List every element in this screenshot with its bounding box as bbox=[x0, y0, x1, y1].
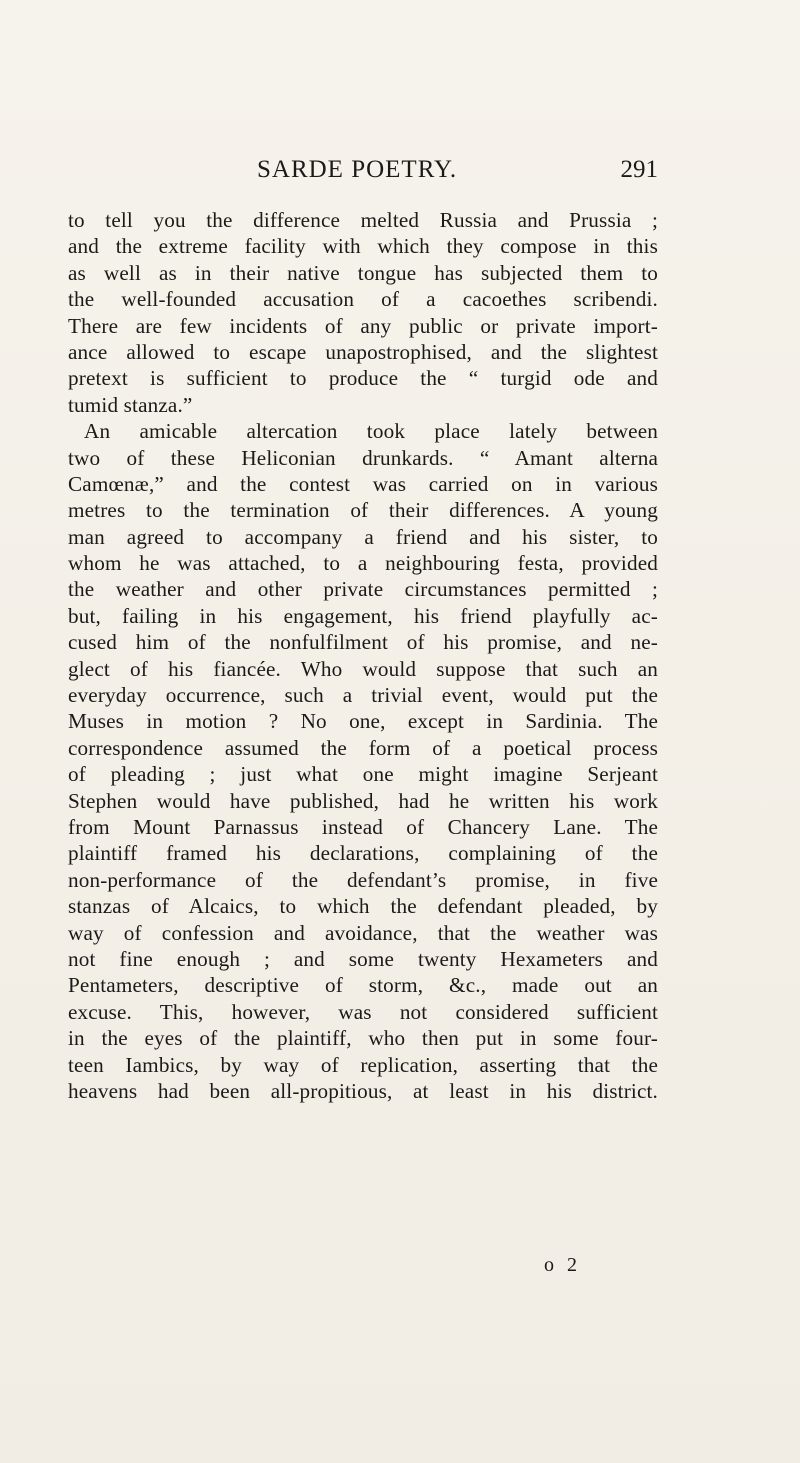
text-line: metres to the termination of their differences. A young bbox=[68, 498, 658, 523]
text-line: the weather and other private circumstances permitted ; bbox=[68, 577, 658, 602]
text-line: everyday occurrence, such a trivial event, would put the bbox=[68, 683, 658, 708]
text-line: man agreed to accompany a friend and his sister, to bbox=[68, 524, 658, 549]
text-line: Camœnæ,” and the contest was carried on in various bbox=[68, 471, 658, 496]
text-line: glect of his fiancée. Who would suppose that such an bbox=[68, 656, 658, 681]
text-line: of pleading ; just what one might imagine Serjeant bbox=[68, 762, 658, 787]
text-line: teen Iambics, by way of replication, asserting that the bbox=[68, 1052, 658, 1077]
text-line: not fine enough ; and some twenty Hexameters and bbox=[68, 946, 658, 971]
text-line: and the extreme facility with which they compose in this bbox=[68, 234, 658, 259]
page-number: 291 bbox=[620, 156, 658, 183]
running-head bbox=[70, 154, 658, 186]
text-line: to tell you the difference melted Russia and Prussia ; bbox=[68, 208, 658, 232]
text-line: tumid stanza.” bbox=[68, 392, 193, 417]
running-title: SARDE POETRY. bbox=[257, 156, 458, 183]
text-line: There are few incidents of any public or private import- bbox=[68, 313, 658, 338]
text-line: in the eyes of the plaintiff, who then put in some four- bbox=[68, 1026, 658, 1051]
text-line: plaintiff framed his declarations, complaining of the bbox=[68, 841, 658, 866]
text-line: correspondence assumed the form of a poetical process bbox=[68, 735, 658, 760]
signature-mark: o 2 bbox=[544, 1254, 581, 1276]
text-line: the well-founded accusation of a cacoethes scribendi. bbox=[68, 287, 658, 312]
text-line: non-performance of the defendant’s promise, in five bbox=[68, 867, 658, 892]
text-line: excuse. This, however, was not considered sufficient bbox=[68, 999, 658, 1024]
text-line: An amicable altercation took place lately between bbox=[84, 419, 658, 444]
text-line: stanzas of Alcaics, to which the defendant pleaded, by bbox=[68, 894, 658, 919]
text-line: but, failing in his engagement, his friend playfully ac- bbox=[68, 603, 658, 628]
text-line: from Mount Parnassus instead of Chancery Lane. The bbox=[68, 814, 658, 839]
body-text bbox=[68, 207, 658, 1104]
text-line: Pentameters, descriptive of storm, &c., made out an bbox=[68, 973, 658, 998]
text-line: whom he was attached, to a neighbouring festa, provided bbox=[68, 551, 658, 576]
text-line: ance allowed to escape unapostrophised, and the slightest bbox=[68, 339, 658, 364]
text-line: cused him of the nonfulfilment of his promise, and ne- bbox=[68, 630, 658, 655]
text-line: heavens had been all-propitious, at least in his district. bbox=[68, 1078, 658, 1103]
text-line: Muses in motion ? No one, except in Sardinia. The bbox=[68, 709, 658, 734]
text-line: Stephen would have published, had he written his work bbox=[68, 788, 658, 813]
text-line: pretext is sufficient to produce the “ turgid ode and bbox=[68, 366, 658, 391]
text-line: way of confession and avoidance, that the weather was bbox=[68, 920, 658, 945]
text-line: two of these Heliconian drunkards. “ Amant alterna bbox=[68, 445, 658, 470]
text-line: as well as in their native tongue has subjected them to bbox=[68, 260, 658, 285]
